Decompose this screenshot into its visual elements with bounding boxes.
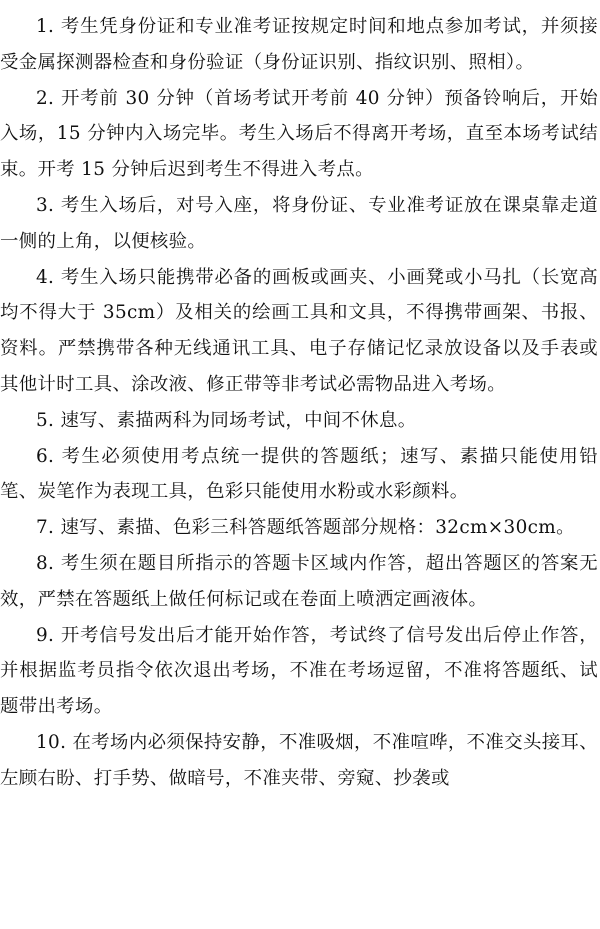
exam-rules-list bbox=[0, 9, 600, 797]
rule-3: 3. 考生入场后，对号入座，将身份证、专业准考证放在课桌靠走道一侧的上角，以便核验。 bbox=[0, 194, 598, 252]
rule-9: 9. 开考信号发出后才能开始作答，考试终了信号发出后停止作答，并根据监考员指令依次退出考场，不准在考场逗留，不准将答题纸、试题带出考场。 bbox=[0, 624, 598, 718]
rule-4: 4. 考生入场只能携带必备的画板或画夹、小画凳或小马扎（长宽高均不得大于 35cm）及相关的绘画工具和文具，不得携带画架、书报、资料。严禁携带各种无线通讯工具、电子存储记忆录放设备以及手表或其他计时工具、涂改液、修正带等非考试必需物品进入考场。 bbox=[0, 266, 598, 395]
rule-2: 2. 开考前 30 分钟（首场考试开考前 40 分钟）预备铃响后，开始入场，15 分钟内入场完毕。考生入场后不得离开考场，直至本场考试结束。开考 15 分钟后迟到考生不得进入考点。 bbox=[0, 87, 598, 181]
rule-7: 7. 速写、素描、色彩三科答题纸答题部分规格：32cm×30cm。 bbox=[36, 517, 575, 539]
rule-5: 5. 速写、素描两科为同场考试，中间不休息。 bbox=[36, 409, 417, 431]
rule-10: 10. 在考场内必须保持安静，不准吸烟，不准喧哗，不准交头接耳、左顾右盼、打手势、做暗号，不准夹带、旁窥、抄袭或 bbox=[0, 731, 598, 789]
rule-6: 6. 考生必须使用考点统一提供的答题纸；速写、素描只能使用铅笔、炭笔作为表现工具，色彩只能使用水粉或水彩颜料。 bbox=[0, 445, 598, 503]
rule-8: 8. 考生须在题目所指示的答题卡区域内作答，超出答题区的答案无效，严禁在答题纸上做任何标记或在卷面上喷洒定画液体。 bbox=[0, 552, 598, 610]
rule-1: 1. 考生凭身份证和专业准考证按规定时间和地点参加考试，并须接受金属探测器检查和身份验证（身份证识别、指纹识别、照相）。 bbox=[0, 16, 598, 73]
